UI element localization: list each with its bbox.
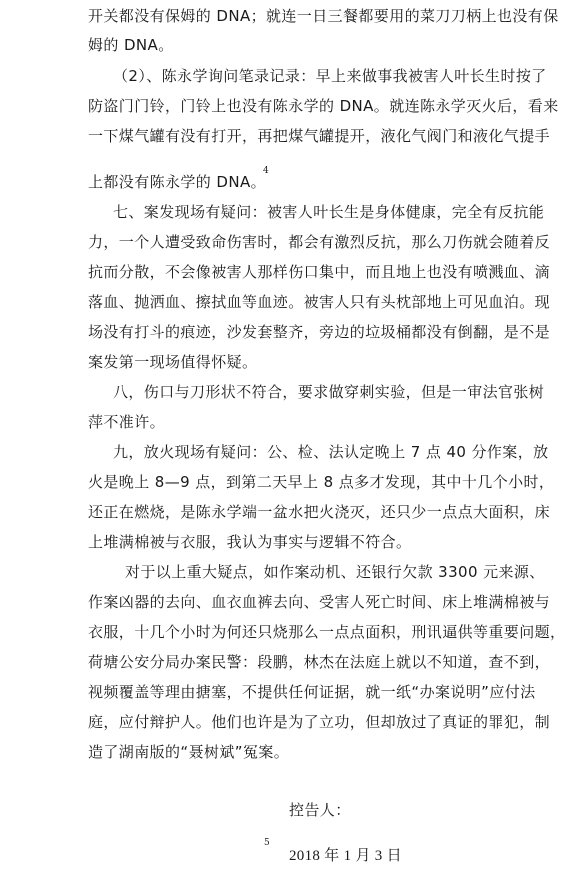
document-date: 2018 年 1 月 3 日 — [289, 848, 402, 864]
text-line: 案发第一现场值得怀疑。 — [88, 353, 258, 371]
page-number: 4 — [263, 166, 269, 176]
text-line: 萍不准许。 — [88, 413, 166, 431]
text-line: （2）、陈永学询问笔录记录：早上来做事我被害人叶长生时按了 — [113, 67, 547, 85]
text-line: 还正在燃烧，是陈永学端一盆水把火浇灭，还只少一点点大面积，床 — [88, 503, 551, 521]
signature-label: 控告人： — [289, 801, 351, 819]
text-line: 九，放火现场有疑问：公、检、法认定晚上 7 点 40 分作案，放 — [113, 443, 549, 461]
text-line: 场没有打斗的痕迹，沙发套整齐，旁边的垃圾桶都没有倒翻，是不是 — [88, 323, 551, 341]
text-line: 防盗门门铃，门铃上也没有陈永学的 DNA。就连陈永学灭火后，看来 — [88, 97, 559, 115]
text-line: 一下煤气罐有没有打开，再把煤气罐提开，液化气阀门和液化气提手 — [88, 127, 551, 145]
text-line: 衣服，十几个小时为何还只烧那么一点点面积，刑讯逼供等重要问题， — [88, 623, 566, 641]
text-line: 对于以上重大疑点，如作案动机、还银行欠款 3300 元来源、 — [125, 563, 545, 581]
text-line: 落血、抛洒血、擦拭血等血迹。被害人只有头枕部地上可见血泊。现 — [88, 293, 551, 311]
text-line: 力，一个人遭受致命伤害时，都会有激烈反抗，那么刀伤就会随着反 — [88, 233, 551, 251]
text-line: 上都没有陈永学的 DNA。 — [88, 173, 267, 191]
page-number: 5 — [264, 838, 270, 848]
text-line: 抗而分散，不会像被害人那样伤口集中，而且地上也没有喷溅血、滴 — [88, 263, 551, 281]
text-line: 开关都没有保姆的 DNA；就连一日三餐都要用的菜刀刀柄上也没有保 — [88, 7, 559, 25]
text-line: 七、案发现场有疑问：被害人叶长生是身体健康，完全有反抗能 — [113, 203, 545, 221]
text-line: 作案凶器的去向、血衣血裤去向、受害人死亡时间、床上堆满棉被与 — [88, 593, 551, 611]
text-line: 姆的 DNA。 — [88, 36, 174, 54]
text-line: 荷塘公安分局办案民警：段鹏，林杰在法庭上就以不知道，查不到， — [88, 653, 551, 671]
text-line: 造了湖南版的“聂树斌”冤案。 — [88, 743, 290, 761]
text-line: 上堆满棉被与衣服，我认为事实与逻辑不符合。 — [88, 533, 412, 551]
text-line: 庭，应付辩护人。他们也许是为了立功，但却放过了真证的罪犯，制 — [88, 713, 551, 731]
text-line: 视频覆盖等理由搪塞，不提供任何证据，就一纸“办案说明”应付法 — [88, 683, 536, 701]
text-line: 火是晚上 8—9 点，到第二天早上 8 点多才发现，其中十几个小时， — [88, 473, 555, 491]
text-line: 八，伤口与刀形状不符合，要求做穿刺实验，但是一审法官张树 — [113, 383, 545, 401]
